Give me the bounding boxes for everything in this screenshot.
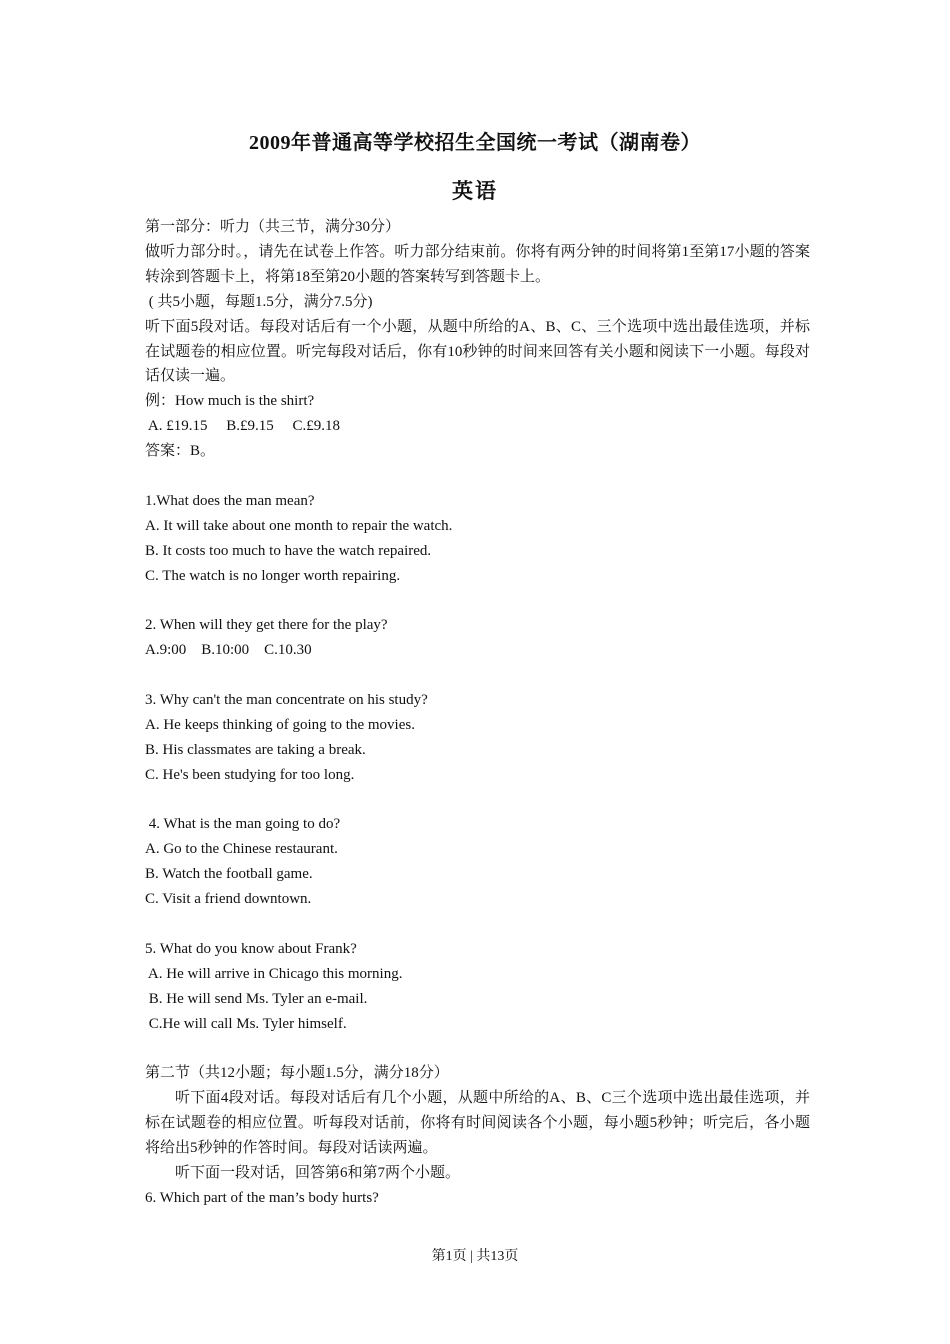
section1-instruction: 听下面5段对话。每段对话后有一个小题，从题中所给的A、B、C、三个选项中选出最佳选项，并标在试题卷的相应位置。听完每段对话后，你有10秒钟的时间来回答有关小题和阅读下一小题。每段对话仅读一遍。 (145, 318, 810, 385)
part1-heading: 第一部分：听力（共三节，满分30分） (145, 219, 401, 235)
question-2-options: A.9:00 B.10:00 C.10.30 (145, 642, 312, 659)
example-answer: 答案：B。 (145, 443, 216, 460)
question-3-option-a: A. He keeps thinking of going to the movies. (145, 716, 415, 733)
question-4: 4. What is the man going to do? (145, 816, 341, 833)
question-1: 1.What does the man mean? (145, 492, 315, 509)
page-footer: 第1页 | 共13页 (431, 1249, 519, 1264)
section2-heading: 第二节（共12小题；每小题1.5分，满分18分） (145, 1065, 449, 1082)
section2-sub-instruction: 听下面一段对话，回答第6和第7两个小题。 (175, 1164, 461, 1181)
question-5: 5. What do you know about Frank? (145, 940, 357, 957)
question-1-option-c: C. The watch is no longer worth repairing. (145, 567, 401, 584)
question-4-option-a: A. Go to the Chinese restaurant. (145, 841, 338, 858)
question-3: 3. Why can't the man concentrate on his study? (145, 692, 428, 708)
question-6: 6. Which part of the man’s body hurts? (145, 1189, 379, 1206)
question-5-option-c: C.He will call Ms. Tyler himself. (145, 1015, 347, 1032)
question-2: 2. When will they get there for the play? (145, 617, 388, 634)
question-4-option-c: C. Visit a friend downtown. (145, 891, 312, 908)
part1-instruction: 做听力部分时。，请先在试卷上作答。听力部分结束前。你将有两分钟的时间将第1至第17小题的答案转涂到答题卡上，将第18至第20小题的答案转写到答题卡上。 (145, 243, 810, 285)
document-body (145, 215, 810, 1211)
question-4-option-b: B. Watch the football game. (145, 866, 313, 883)
subject-heading: 英语 (452, 179, 498, 203)
question-1-option-a: A. It will take about one month to repair the watch. (145, 517, 453, 534)
section1-note: ( 共5小题，每题1.5分，满分7.5分) (145, 293, 373, 310)
question-3-option-c: C. He's been studying for too long. (145, 766, 355, 783)
question-5-option-b: B. He will send Ms. Tyler an e-mail. (145, 990, 368, 1007)
example-options: A. £19.15 B.£9.15 C.£9.18 (145, 418, 341, 435)
example-question: 例：How much is the shirt? (145, 393, 315, 410)
question-3-option-b: B. His classmates are taking a break. (145, 741, 366, 758)
question-1-option-b: B. It costs too much to have the watch repaired. (145, 542, 432, 559)
section2-instruction: 听下面4段对话。每段对话后有几个小题，从题中所给的A、B、C三个选项中选出最佳选项，并标在试题卷的相应位置。听每段对话前，你将有时间阅读各个小题，每小题5秒钟；听完后，各小题将给出5秒钟的作答时间。每段对话读两遍。 (145, 1090, 810, 1157)
question-5-option-a: A. He will arrive in Chicago this morning. (145, 965, 403, 982)
page-title: 2009年普通高等学校招生全国统一考试（湖南卷） (249, 132, 701, 154)
